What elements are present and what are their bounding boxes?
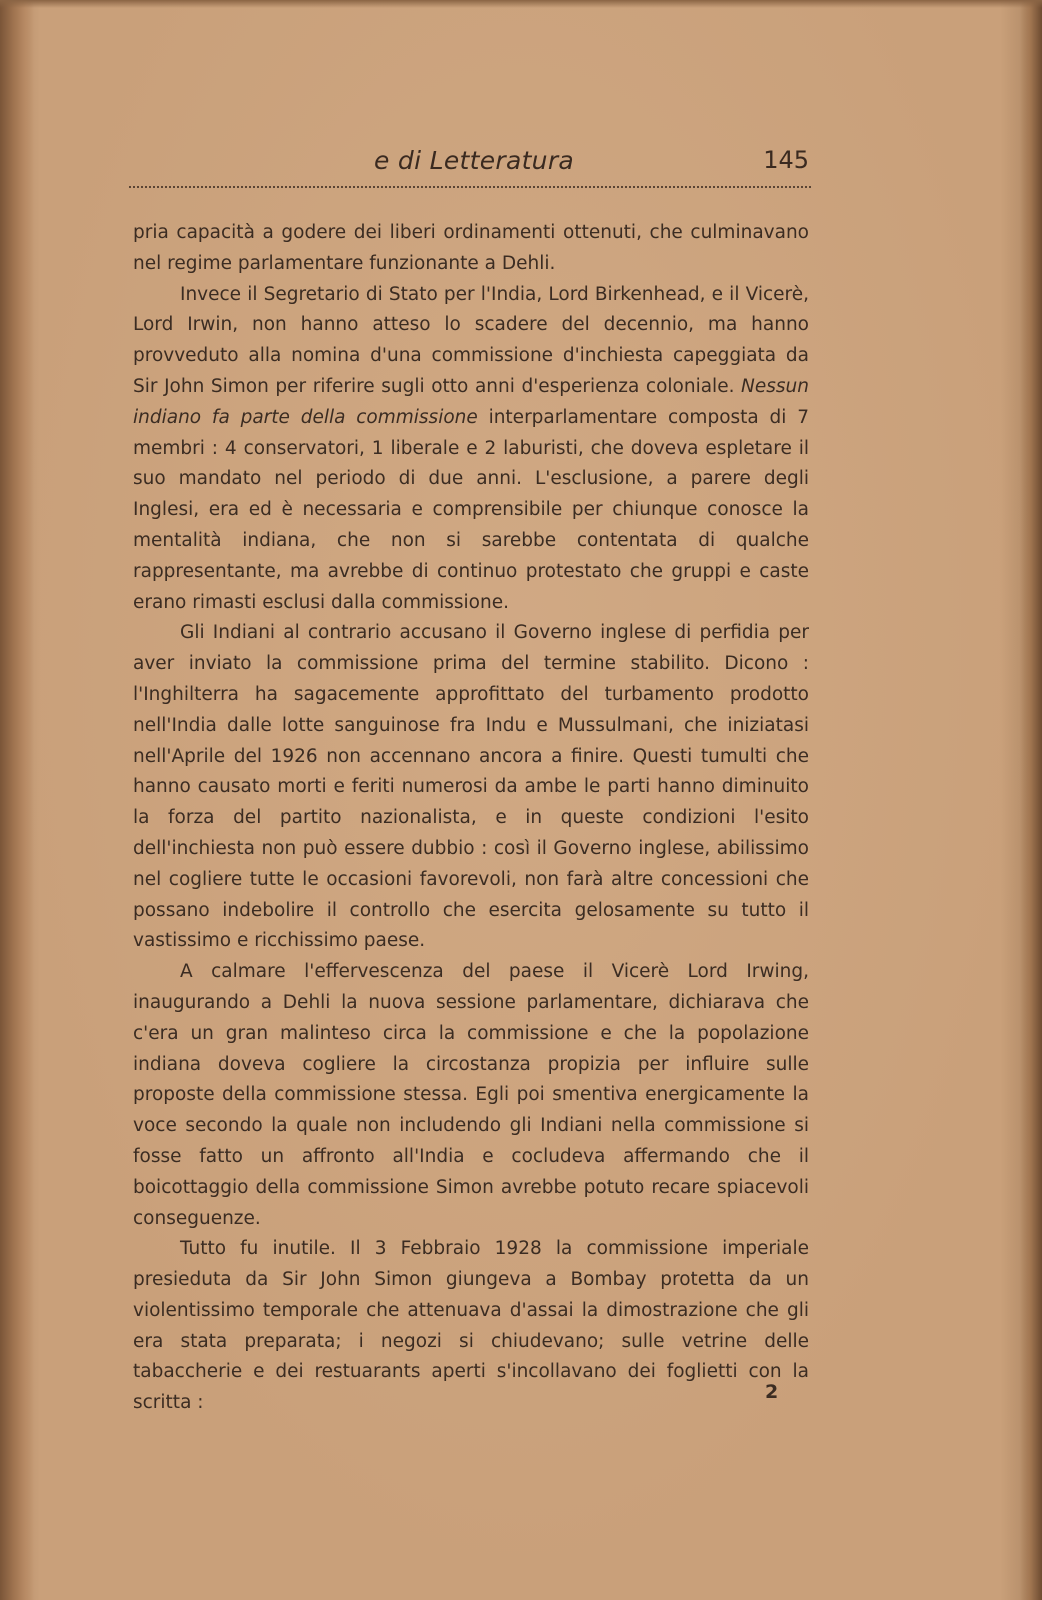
paragraph-2: [133, 280, 809, 619]
page-binding-edge: [0, 0, 34, 1600]
paragraph-2-text-a: Invece il Segretario di Stato per l'India, Lord Birkenhead, e il Vicerè, Lord Irwin, non hanno atteso lo scadere del decennio, ma hanno provveduto alla nomina d'una commissione d'inchiesta capeggiata da Sir John Simon per riferire sugli otto anni d'esperienza coloniale.: [133, 283, 809, 397]
paragraph-1: pria capacità a godere dei liberi ordinamenti ottenuti, che culminavano nel regime parlamentare funzionante a Dehli.: [133, 222, 809, 274]
running-title: e di Letteratura: [374, 146, 575, 175]
page-top-edge: [0, 0, 1042, 8]
paragraph-2-italic: Nessun indiano fa parte della commissione: [133, 375, 809, 428]
body-text: [133, 218, 809, 1419]
header-dotted-rule: [129, 186, 811, 188]
page-right-edge: [1020, 0, 1042, 1600]
signature-mark: 2: [765, 1381, 779, 1403]
paragraph-4: A calmare l'effervescenza del paese il Vicerè Lord Irwing, inaugurando a Dehli la nuova sessione parlamentare, dichiarava che c'era un gran malinteso circa la commissione e che la popolazione indiana doveva cogliere la circostanza propizia per influire sulle proposte della commissione stessa. Egli poi smentiva energicamente la voce secondo la quale non includendo gli Indiani nella commissione si fosse fatto un affronto all'India e cocludeva affermando che il boicottaggio della commissione Simon avrebbe potuto recare spiacevoli conseguenze.: [133, 961, 809, 1229]
running-header: [129, 144, 811, 184]
page-number: 145: [763, 146, 809, 174]
paragraph-3: Gli Indiani al contrario accusano il Governo inglese di perfidia per aver inviato la commissione prima del termine stabilito. Dicono : l'Inghilterra ha sagacemente approfittato del turbamento prodotto nell'India dalle lotte sanguinose fra Indu e Mussulmani, che iniziatasi nell'Aprile del 1926 non accennano ancora a finire. Questi tumulti che hanno causato morti e feriti numerosi da ambe le parti hanno diminuito la forza del partito nazionalista, e in queste condizioni l'esito dell'inchiesta non può essere dubbio : così il Governo inglese, abilissimo nel cogliere tutte le occasioni favorevoli, non farà altre concessioni che possano indebolire il controllo che esercita gelosamente su tutto il vastissimo e ricchissimo paese.: [133, 622, 809, 952]
paragraph-2-text-b: interparlamentare composta di 7 membri : 4 conservatori, 1 liberale e 2 laburisti, che doveva espletare il suo mandato nel periodo di due anni. L'esclusione, a parere degli Inglesi, era ed è necessaria e comprensibile per chiunque conosce la mentalità indiana, che non si sarebbe contentata di qualche rappresentante, ma avrebbe di continuo protestato che gruppi e caste erano rimasti esclusi dalla commissione.: [133, 406, 809, 613]
paragraph-5: Tutto fu inutile. Il 3 Febbraio 1928 la commissione imperiale presieduta da Sir John Simon giungeva a Bombay protetta da un violentissimo temporale che attenuava d'assai la dimostrazione che gli era stata preparata; i negozi si chiudevano; sulle vetrine delle tabaccherie e dei restuarants aperti s'incollavano dei foglietti con la scritta :: [133, 1238, 809, 1414]
